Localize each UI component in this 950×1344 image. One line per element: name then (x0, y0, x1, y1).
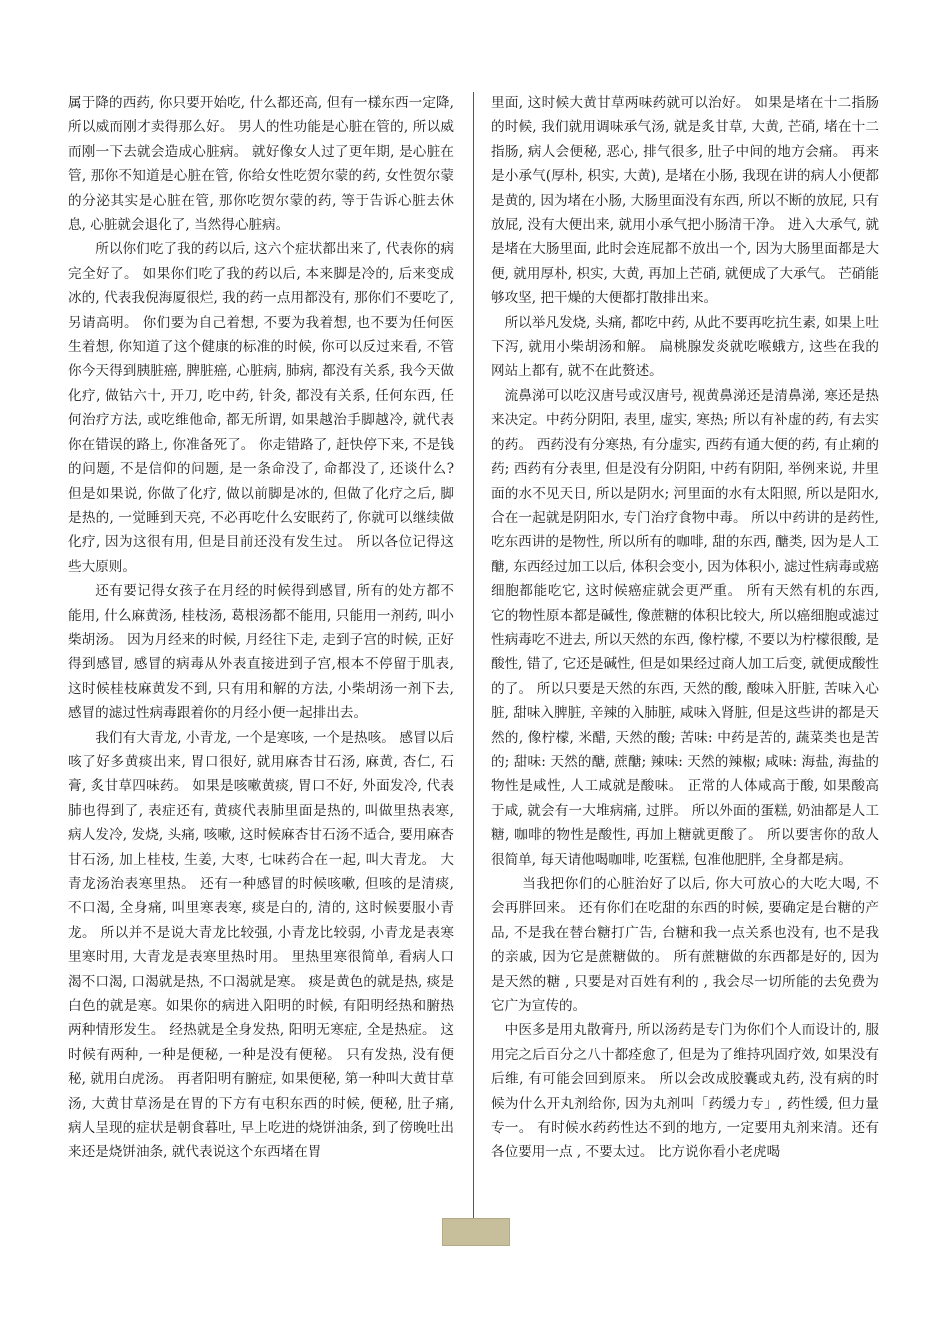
paragraph: 还有要记得女孩子在月经的时候得到感冒, 所有的处方都不能用, 什么麻黄汤, 桂枝汤, 葛根汤都不能用, 只能用一剂药, 叫小柴胡汤。 因为月经来的时候, 月经往下走, 走到子宫的时候, 正好得到感冒, 感冒的病毒从外表直接进到子宫,根本不停留于肌表, 这时候桂枝麻黄发不到, 只有用和解的方法, 小柴胡汤一剂下去, 感冒的滤过性病毒跟着你的月经小便一起排出去。 (68, 583, 454, 722)
right-column (491, 91, 879, 1165)
paragraph: 里面, 这时候大黄甘草两味药就可以治好。 如果是堵在十二指肠的时候, 我们就用调味承气汤, 就是炙甘草, 大黄, 芒硝, 堵在十二指肠, 病人会便秘, 恶心, 排气很多, 肚子中间的地方会痛。 再来是小承气(厚朴, 枳实, 大黄), 是堵在小肠, 我现在讲的病人小便都是黄的, 因为堵在小肠, 大肠里面没有东西, 所以不断的放屁, 只有放屁, 没有大便出来, 就用小承气把小肠清干净。 进入大承气, 就是堵在大肠里面, 此时会连屁都不放出一个, 因为大肠里面都是大便, 就用厚朴, 枳实, 大黄, 再加上芒硝, 就便成了大承气。 芒硝能够攻坚, 把干燥的大便都打散排出来。 (491, 95, 880, 307)
paragraph: 流鼻涕可以吃汉唐号或汉唐号, 视黄鼻涕还是清鼻涕, 寒还是热来决定。中药分阴阳, 表里, 虚实, 寒热; 所以有补虚的药, 有去实的药。 西药没有分寒热, 有分虚实, 西药有通大便的药, 有止痢的药; 西药有分表里, 但是没有分阴阳, 中药有阴阳, 举例来说, 井里面的水不见天日, 所以是阴水; 河里面的水有太阳照, 所以是阳水, 合在一起就是阴阳水, 专门治疗食物中毒。 所以中药讲的是药性, 吃东西讲的是物性, 所以所有的咖啡, 甜的东西, 醣类, 因为是人工醣, 东西经过加工以后, 体积会变小, 因为体积小, 滤过性病毒或癌细胞都能吃它, 这时候癌症就会更严重。 所有天然有机的东西, 它的物性原本都是碱性, 像蔗糖的体积比较大, 所以癌细胞或滤过性病毒吃不进去, 所以天然的东西, 像柠檬, 不要以为柠檬很酸, 是酸性, 错了, 它还是碱性, 但是如果经过商人加工后变, 就便成酸性的了。 所以只要是天然的东西, 天然的酸, 酸味入肝脏, 苦味入心脏, 甜味入脾脏, 辛辣的入肺脏, 咸味入肾脏, 但是这些讲的都是天然的, 像柠檬, 米醋, 天然的酸; 苦味: 中药是苦的, 蔬菜类也是苦的; 甜味: 天然的醣, 蔗醣; 辣味: 天然的辣椒; 咸味: 海盐, 海盐的物性是咸性, 人工咸就是酸味。 正常的人体咸高于酸, 如果酸高于咸, 就会有一大堆病痛, 过胖。 所以外面的蛋糕, 奶油都是人工糖, 咖啡的物性是酸性, 再加上糖就更酸了。 所以要害你的敌人很简单, 每天请他喝咖啡, 吃蛋糕, 包准他肥胖, 全身都是病。 (491, 387, 880, 868)
column-divider (473, 92, 474, 1232)
paragraph: 所以举凡发烧, 头痛, 都吃中药, 从此不要再吃抗生素, 如果上吐下泻, 就用小柴胡汤和解。 扁桃腺发炎就吃喉蛾方, 这些在我的网站上都有, 就不在此赘述。 (491, 314, 880, 380)
paragraph: 中医多是用丸散膏丹, 所以汤药是专门为你们个人而设计的, 服用完之后百分之八十都痊愈了, 但是为了维持巩固疗效, 如果没有后维, 有可能会回到原来。 所以会改成胶囊或丸药, 没有病的时候为什么开丸剂给你, 因为丸剂叫「药缓力专」, 药性缓, 但力量专一。 有时候水药药性达不到的地方, 一定要用丸剂来清。还有各位要用一点 , 不要太过。 比方说你看小老虎喝 (491, 1022, 879, 1161)
paragraph: 所以你们吃了我的药以后, 这六个症状都出来了, 代表你的病完全好了。 如果你们吃了我的药以后, 本来脚是冷的, 后来变成冰的, 代表我倪海厦很烂, 我的药一点用都没有, 那你们不要吃了, 另请高明。 你们要为自己着想, 不要为我着想, 也不要为任何医生着想, 你知道了这个健康的标准的时候, 你可以反过来看, 不管你今天得到胰脏癌, 脾脏癌, 心脏病, 肺病, 都没有关系, 我今天做化疗, 做钴六十, 开刀, 吃中药, 针灸, 都没有关系, 任何东西, 任何治疗方法, 或吃维他命, 都无所谓, 如果越治手脚越冷, 就代表你在错误的路上, 你准备死了。 你走错路了, 赶快停下来, 不是钱的问题, 不是信仰的问题, 是一条命没了, 命都没了, 还谈什么? 但是如果说, 你做了化疗, 做以前脚是冰的, 但做了化疗之后, 脚是热的, 一觉睡到天亮, 不必再吃什么安眠药了, 你就可以继续做化疗, 因为这很有用, 但是目前还没有发生过。 所以各位记得这些大原则。 (68, 241, 454, 575)
left-column (68, 91, 454, 1165)
paragraph: 当我把你们的心脏治好了以后, 你大可放心的大吃大喝, 不会再胖回来。 还有你们在吃甜的东西的时候, 要确定是台糖的产品, 不是我在替台糖打广告, 台糖和我一点关系也没有, 也不是我的亲戚, 因为它是蔗糖做的。 所有蔗糖做的东西都是好的, 因为是天然的糖 , 只要是对百姓有利的 , 我会尽一切所能的去免费为它广为宣传的。 (491, 876, 879, 1015)
paragraph: 我们有大青龙, 小青龙, 一个是寒咳, 一个是热咳。 感冒以后咳了好多黄痰出来, 胃口很好, 就用麻杏甘石汤, 麻黄, 杏仁, 石膏, 炙甘草四味药。 如果是咳嗽黄痰, 胃口不好, 外面发冷, 代表肺也得到了, 表症还有, 黄痰代表肺里面是热的, 叫做里热表寒, 病人发冷, 发烧, 头痛, 咳嗽, 这时候麻杏甘石汤不适合, 要用麻杏甘石汤, 加上桂枝, 生姜, 大枣, 七味药合在一起, 叫大青龙。 大青龙汤治表寒里热。 还有一种感冒的时候咳嗽, 但咳的是清痰, 不口渴, 全身痛, 叫里寒表寒, 痰是白的, 清的, 这时候要服小青龙。 所以并不是说大青龙比较强, 小青龙比较弱, 小青龙是表寒里寒时用, 大青龙是表寒里热时用。 里热里寒很简单, 看病人口渴不口渴, 口渴就是热, 不口渴就是寒。 痰是黄色的就是热, 痰是白色的就是寒。如果你的病进入阳明的时候, 有阳明经热和腑热两种情形发生。 经热就是全身发热, 阳明无寒症, 全是热症。 这时候有两种, 一种是便秘, 一种是没有便秘。 只有发热, 没有便秘, 就用白虎汤。 再者阳明有腑症, 如果便秘, 第一种叫大黄甘草汤, 大黄甘草汤是在胃的下方有屯积东西的时候, 便秘, 肚子痛, 病人呈现的症状是朝食暮吐, 早上吃进的烧饼油条, 到了傍晚吐出来还是烧饼油条, 就代表说这个东西堵在胃 (68, 729, 454, 1161)
paragraph: 属于降的西药, 你只要开始吃, 什么都还高, 但有一樣东西一定降, 所以威而刚才卖得那么好。 男人的性功能是心脏在管的, 所以威而刚一下去就会造成心脏病。 就好像女人过了更年期, 是心脏在管, 那你不知道是心脏在管, 你给女性吃贺尔蒙的药, 女性贺尔蒙的分泌其实是心脏在管, 那你吃贺尔蒙的药, 等于告诉心脏去休息, 心脏就会退化了, 当然得心脏病。 (68, 95, 454, 234)
page-number-tab (442, 1218, 510, 1246)
